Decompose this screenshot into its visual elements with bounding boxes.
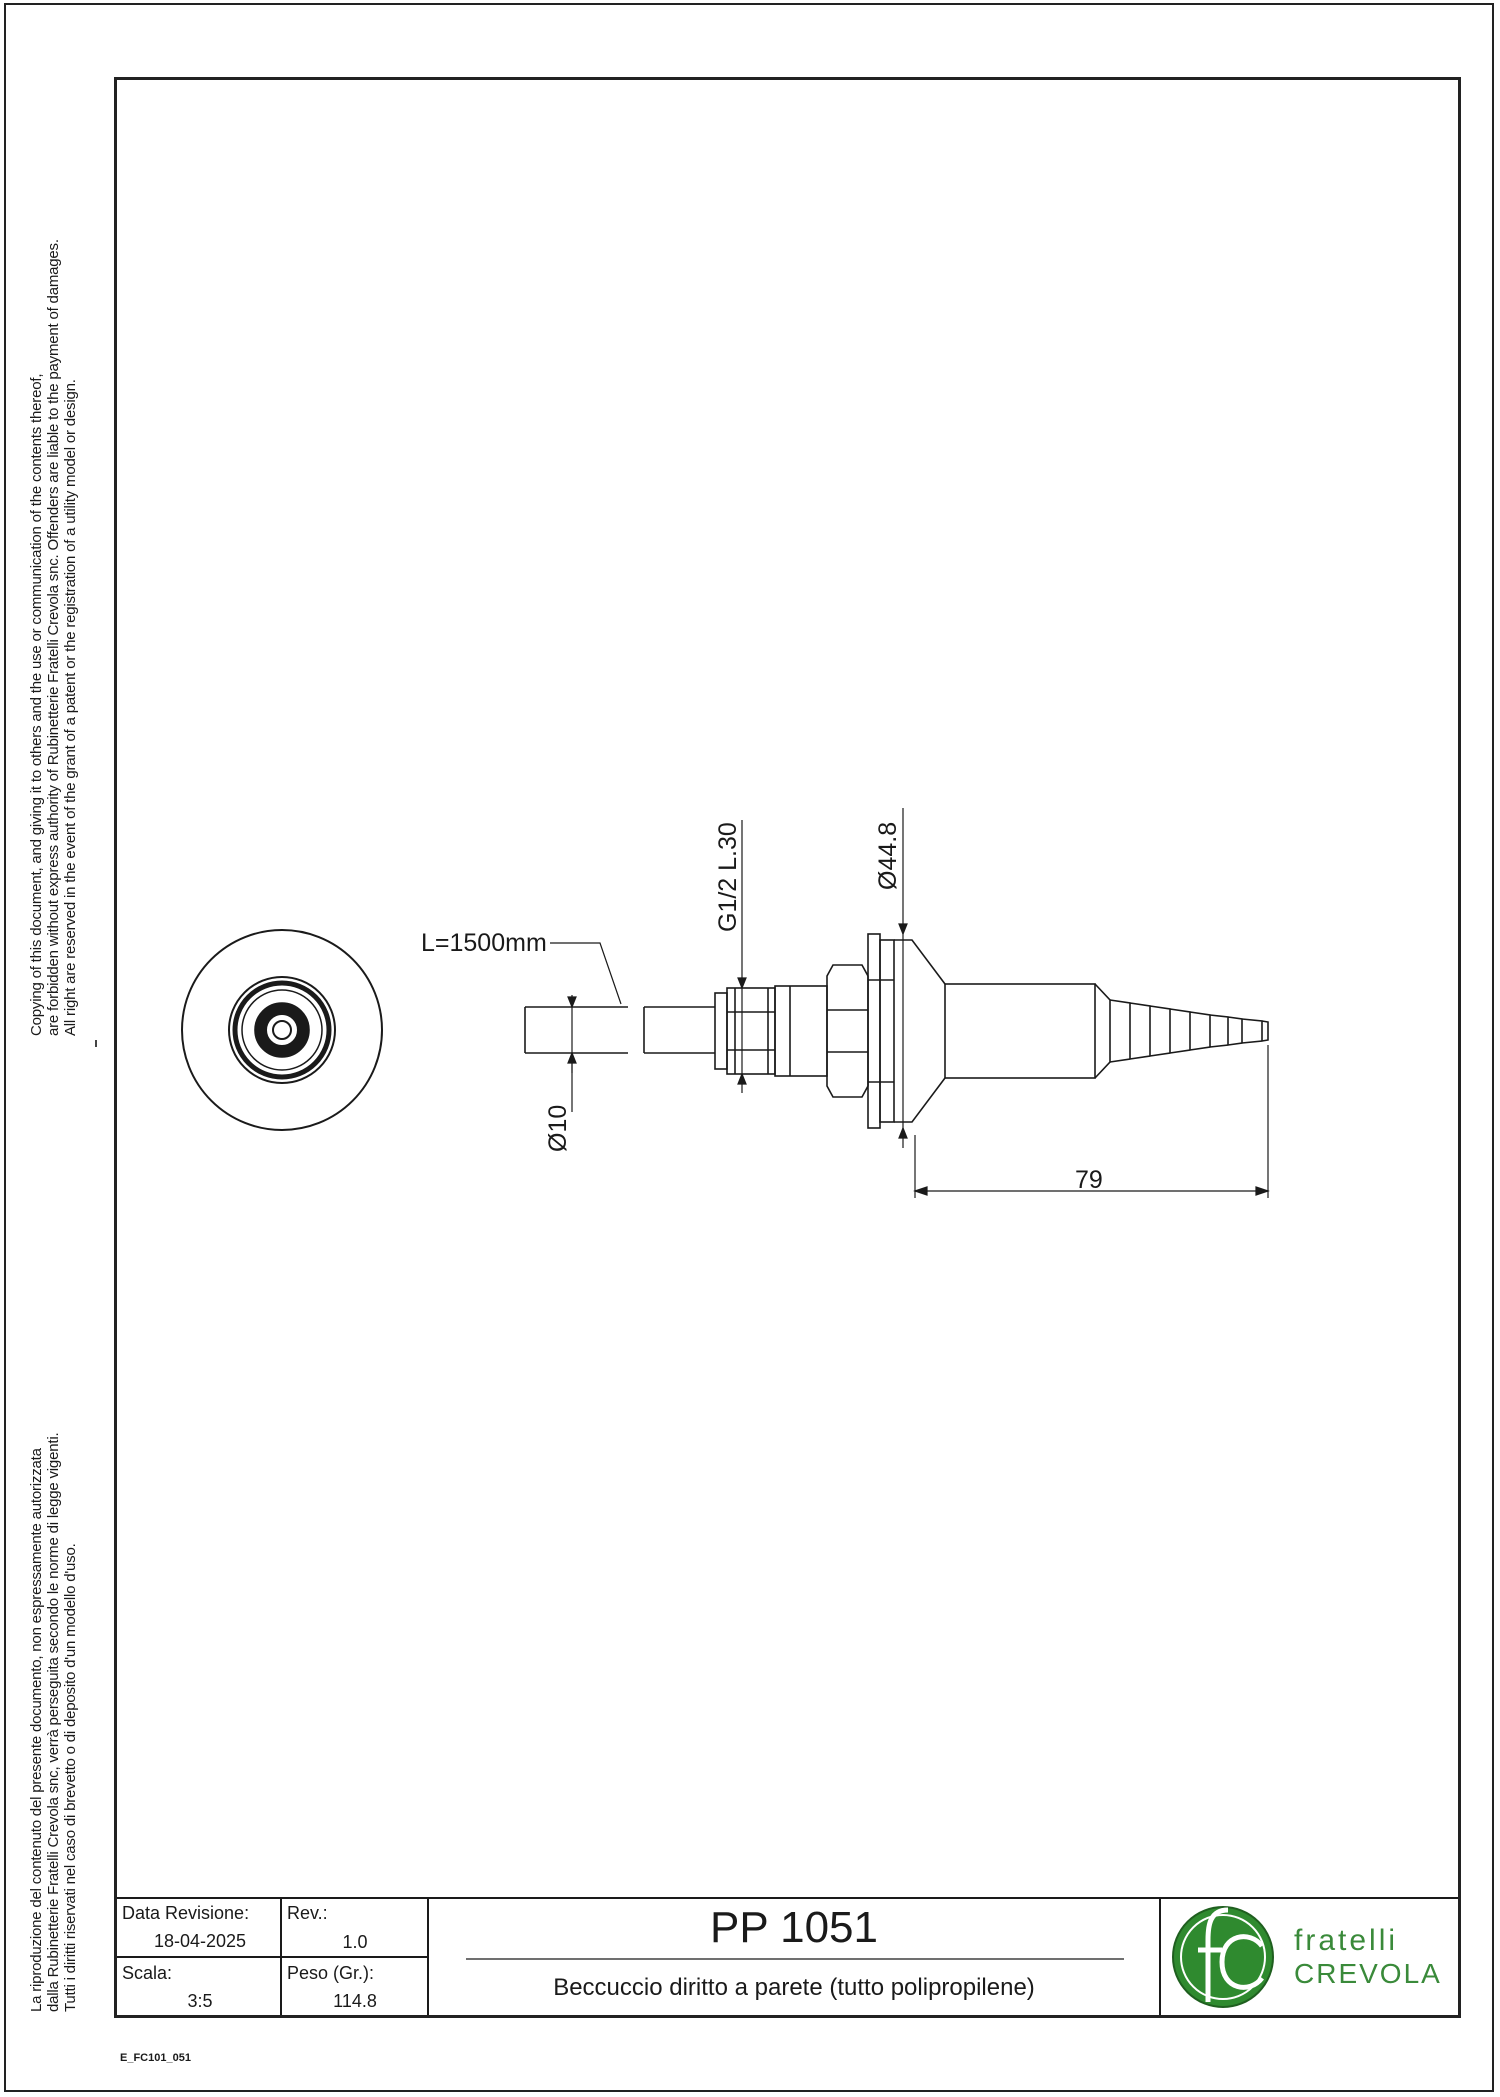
revision-date-value: 18-04-2025 bbox=[153, 1931, 247, 1951]
legal-english-line-2: are forbidden without express authority of Rubinetterie Fratelli Crevola snc. Offenders are liable to the payment of damages. bbox=[45, 239, 62, 1036]
legal-italian-line-3: Tutti i diritti riservati nel caso di brevetto o di deposito d'un modello d'uso. bbox=[62, 1543, 79, 2012]
tube-diameter-label: Ø10 bbox=[544, 1104, 572, 1152]
front-view bbox=[182, 930, 382, 1130]
logo-text-crevola: CREVOLA bbox=[1294, 1958, 1442, 1989]
side-view bbox=[525, 934, 1268, 1128]
scale-label: Scala: bbox=[122, 1963, 173, 1983]
legal-italian-line-1: La riproduzione del contenuto del presente documento, non espressamente autorizzata bbox=[28, 1448, 45, 2012]
rev-label: Rev.: bbox=[287, 1903, 328, 1923]
weight-value: 114.8 bbox=[333, 1991, 377, 2011]
overall-length-label: 79 bbox=[1075, 1166, 1103, 1194]
product-description: Beccuccio diritto a parete (tutto polipropilene) bbox=[553, 1974, 1035, 2001]
product-code: PP 1051 bbox=[709, 1903, 878, 1952]
logo-text-fratelli: fratelli bbox=[1294, 1924, 1399, 1957]
legal-italian-line-2: dalla Rubinetterie Fratelli Crevola snc, verrà perseguita secondo le norme di legge vigenti. bbox=[45, 1432, 62, 2012]
dimension-lines bbox=[550, 808, 1268, 1198]
flange-diameter-label: Ø44.8 bbox=[874, 821, 902, 890]
file-code: E_FC101_051 bbox=[120, 2052, 191, 2064]
legal-english-line-3: All right are reserved in the event of the grant of a patent or the registration of a utility model or design. bbox=[62, 379, 79, 1036]
company-logo bbox=[1173, 1907, 1442, 2007]
rev-value: 1.0 bbox=[342, 1932, 368, 1952]
scale-value: 3:5 bbox=[187, 1991, 213, 2011]
legal-english-line-1: Copying of this document, and giving it to others and the use or communication of the contents thereof, bbox=[28, 373, 45, 1036]
revision-date-label: Data Revisione: bbox=[122, 1903, 250, 1923]
thread-label: G1/2 L.30 bbox=[714, 822, 742, 932]
length-label: L=1500mm bbox=[421, 929, 547, 957]
weight-label: Peso (Gr.): bbox=[287, 1963, 375, 1983]
